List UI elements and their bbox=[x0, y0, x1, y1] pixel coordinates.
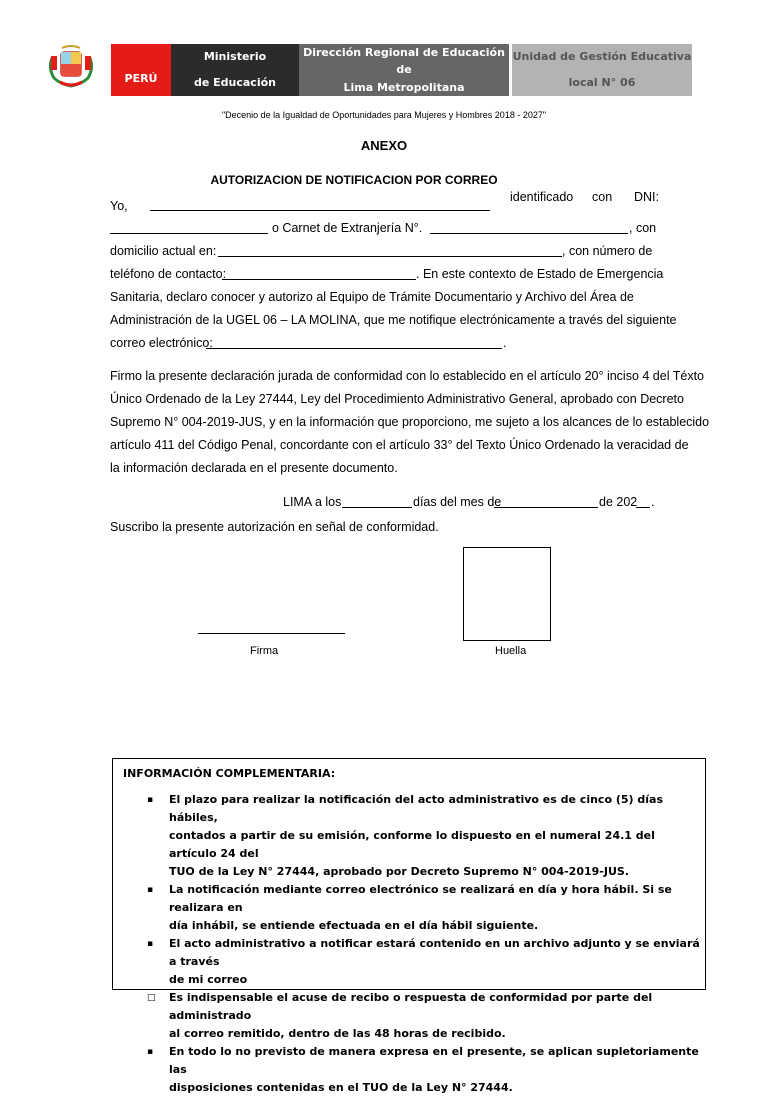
domicilio-field-line[interactable] bbox=[218, 256, 562, 257]
correo-field-line[interactable] bbox=[206, 348, 502, 349]
paragraph-line: Firmo la presente declaración jurada de conformidad con lo establecido en el artículo 20° inciso 4 del Téxto bbox=[110, 369, 704, 383]
firma-label: Firma bbox=[250, 645, 279, 657]
paragraph-line: Sanitaria, declaro conocer y autorizo al Equipo de Trámite Documentario y Archivo del Área de bbox=[110, 290, 634, 304]
paragraph-line: Único Ordenado de la Ley 27444, Ley del Procedimiento Administrativo General, aprobado con Decreto bbox=[110, 392, 684, 406]
list-item: ▪ En todo lo no previsto de manera expresa en el presente, se aplican supletoriamente las disposiciones contenidas en el TUO de la Ley N° 27444. bbox=[147, 1045, 699, 1094]
mes-field-line[interactable] bbox=[494, 507, 598, 508]
huella-box[interactable] bbox=[463, 547, 551, 641]
info-list bbox=[123, 791, 701, 1097]
correo-label: correo electrónico: bbox=[110, 336, 213, 350]
checkbox-icon: □ bbox=[147, 993, 156, 1003]
bullet-icon: ▪ bbox=[147, 795, 154, 805]
ministerio-block: Ministerio de Educación bbox=[171, 44, 299, 96]
anio-field-line[interactable] bbox=[636, 507, 650, 508]
list-item: ▪ El acto administrativo a notificar estará contenido en un archivo adjunto y se enviará a través de mi correo bbox=[147, 937, 700, 986]
paragraph-line: Supremo N° 004-2019-JUS, y en la información que proporciono, me sujeto a los alcances de lo establecido bbox=[110, 415, 710, 429]
list-item: ▪ El plazo para realizar la notificación del acto administrativo es de cinco (5) días hábiles, contados a partir de su emisión, conforme lo dispuesto en el numeral 24.1 del artículo 24 del TUO de la Ley N° 27444, aprobado por Decreto Supremo N° 004-2019-JUS. bbox=[147, 793, 663, 878]
peru-coat-of-arms-icon bbox=[46, 44, 96, 88]
name-field-line[interactable] bbox=[150, 210, 490, 211]
info-complementaria-box bbox=[112, 758, 706, 1094]
dni-label: DNI: bbox=[634, 190, 659, 204]
con-label-2: , con bbox=[629, 221, 657, 235]
list-item: □ Es indispensable el acuse de recibo o respuesta de conformidad por parte del administrado al correo remitido, dentro de las 48 horas de recibido. bbox=[147, 991, 653, 1040]
identificado-label: identificado bbox=[510, 190, 574, 204]
domicilio-label: domicilio actual en: bbox=[110, 244, 217, 258]
telefono-label: teléfono de contacto: bbox=[110, 267, 227, 281]
bullet-icon: ▪ bbox=[147, 939, 154, 949]
telefono-field-line[interactable] bbox=[222, 279, 416, 280]
doc-subtitle: AUTORIZACION DE NOTIFICACION POR CORREO bbox=[210, 173, 498, 187]
correo-dot: . bbox=[503, 336, 507, 350]
list-item: ▪ La notificación mediante correo electrónico se realizará en día y hora hábil. Si se realizara en día inhábil, se entiende efectuada en el día hábil siguiente. bbox=[147, 883, 672, 932]
lima-label: LIMA a los bbox=[283, 495, 342, 509]
yo-label: Yo, bbox=[110, 199, 128, 213]
doc-title: ANEXO bbox=[360, 138, 408, 153]
fecha-end: . bbox=[651, 495, 655, 509]
dias-label: días del mes de bbox=[413, 495, 502, 509]
numero-label: , con número de bbox=[562, 244, 653, 258]
carnet-label: o Carnet de Extranjería N°. bbox=[272, 221, 423, 235]
paragraph-line: artículo 411 del Código Penal, concordante con el artículo 33° del Texto Único Ordenado la veracidad de bbox=[110, 438, 689, 452]
info-title: INFORMACIÓN COMPLEMENTARIA: bbox=[123, 767, 336, 780]
con-label: con bbox=[592, 190, 613, 204]
anio-label: de 202 bbox=[599, 495, 638, 509]
ugel-block: Unidad de Gestión Educativa local N° 06 bbox=[512, 44, 692, 96]
firma-line[interactable] bbox=[198, 633, 345, 634]
peru-label: PERÚ bbox=[111, 44, 171, 96]
paragraph-line: Administración de la UGEL 06 – LA MOLINA, que me notifique electrónicamente a través del siguiente bbox=[110, 313, 677, 327]
suscribo-text: Suscribo la presente autorización en señal de conformidad. bbox=[110, 520, 439, 534]
dia-field-line[interactable] bbox=[342, 507, 412, 508]
carnet-field-line[interactable] bbox=[430, 233, 628, 234]
bullet-icon: ▪ bbox=[147, 885, 154, 895]
bullet-icon: ▪ bbox=[147, 1047, 154, 1057]
decenio-slogan: "Decenio de la Igualdad de Oportunidades para Mujeres y Hombres 2018 - 2027" bbox=[221, 110, 547, 120]
huella-label: Huella bbox=[495, 645, 527, 657]
paragraph-line: la información declarada en el presente documento. bbox=[110, 461, 398, 475]
dni-field-line[interactable] bbox=[110, 233, 268, 234]
contexto-text: . En este contexto de Estado de Emergencia bbox=[416, 267, 664, 281]
dre-block: Dirección Regional de Educación de Lima Metropolitana bbox=[299, 44, 509, 96]
